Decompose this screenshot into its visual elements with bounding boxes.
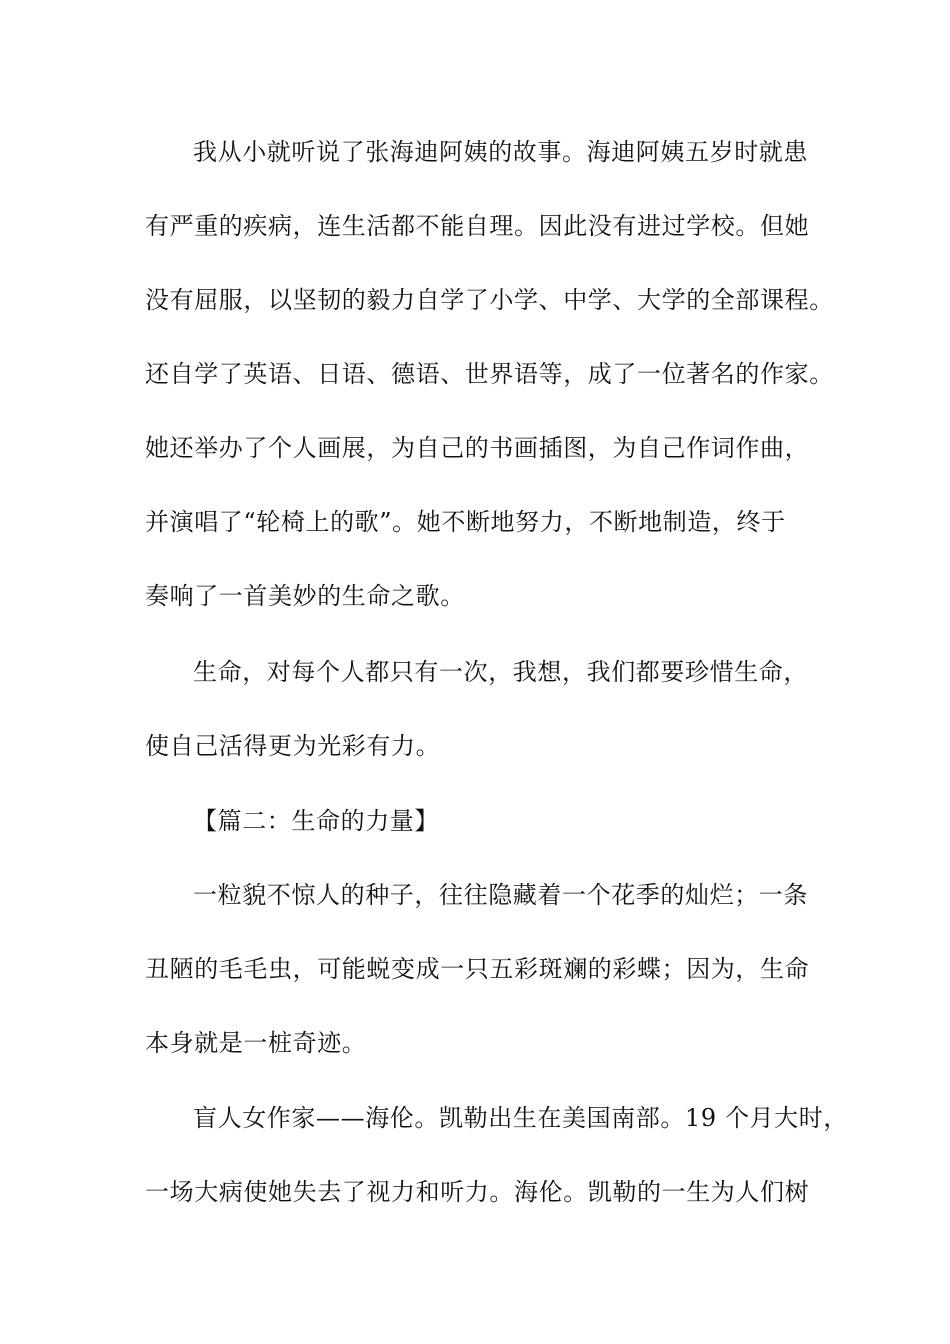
paragraph-1-line-4: 还自学了英语、日语、德语、世界语等，成了一位著名的作家。 bbox=[145, 360, 834, 388]
paragraph-1-line-6: 并演唱了“轮椅上的歌”。她不断地努力，不断地制造，终于 bbox=[145, 508, 786, 536]
section-heading: 【篇二：生命的力量】 bbox=[193, 807, 439, 835]
paragraph-2-line-1: 生命，对每个人都只有一次，我想，我们都要珍惜生命， bbox=[193, 658, 808, 686]
paragraph-1-line-3: 没有屈服，以坚韧的毅力自学了小学、中学、大学的全部课程。 bbox=[145, 286, 834, 314]
paragraph-4-line-2: 一场大病使她失去了视力和听力。海伦。凯勒的一生为人们树 bbox=[145, 1178, 810, 1206]
paragraph-1-line-5: 她还举办了个人画展，为自己的书画插图，为自己作词作曲， bbox=[145, 434, 810, 462]
paragraph-3-line-1: 一粒貌不惊人的种子，往往隐藏着一个花季的灿烂；一条 bbox=[193, 881, 808, 909]
paragraph-1-line-1: 我从小就听说了张海迪阿姨的故事。海迪阿姨五岁时就患 bbox=[193, 138, 808, 166]
paragraph-3-line-2: 丑陋的毛毛虫，可能蜕变成一只五彩斑斓的彩蝶；因为，生命 bbox=[145, 955, 810, 983]
paragraph-1-line-2: 有严重的疾病，连生活都不能自理。因此没有进过学校。但她 bbox=[145, 212, 810, 240]
paragraph-1-line-7: 奏响了一首美妙的生命之歌。 bbox=[145, 582, 465, 610]
paragraph-4-line-1: 盲人女作家——海伦。凯勒出生在美国南部。19 个月大时， bbox=[193, 1104, 848, 1132]
paragraph-3-line-3: 本身就是一桩奇迹。 bbox=[145, 1029, 367, 1057]
paragraph-2-line-2: 使自己活得更为光彩有力。 bbox=[145, 732, 441, 760]
